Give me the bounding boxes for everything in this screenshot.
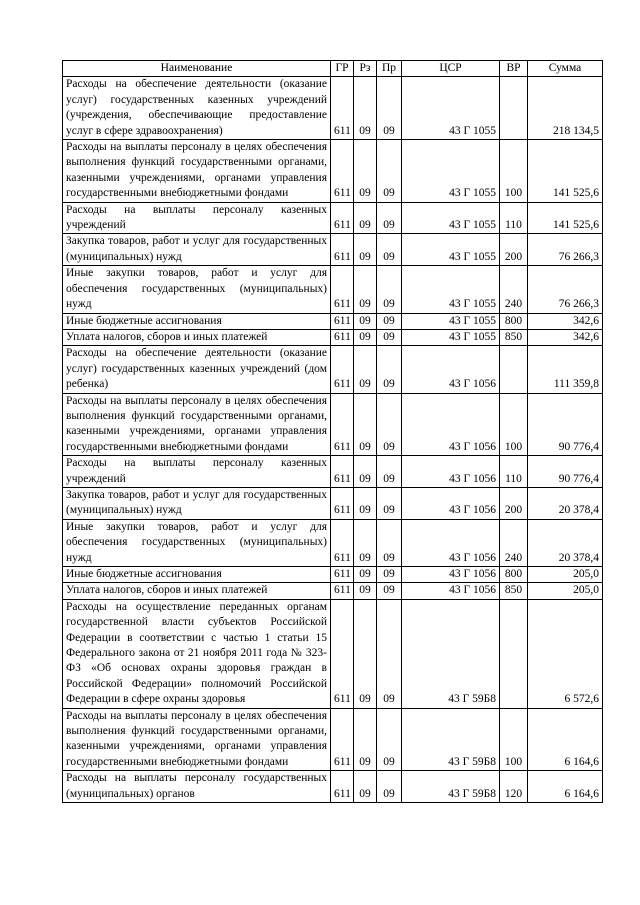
cell-vr	[500, 346, 528, 393]
cell-gr: 611	[331, 234, 354, 266]
cell-csr: 43 Г 1055	[402, 329, 500, 345]
table-header-row	[63, 61, 603, 77]
cell-gr: 611	[331, 567, 354, 583]
cell-rz: 09	[354, 140, 377, 203]
cell-rz: 09	[354, 346, 377, 393]
table-row	[63, 234, 603, 266]
cell-pr: 09	[377, 77, 402, 140]
cell-pr: 09	[377, 583, 402, 599]
cell-rz: 09	[354, 393, 377, 456]
cell-name: Расходы на обеспечение деятельности (оказание услуг) государственных казенных учреждений (дом ребенка)	[63, 346, 331, 393]
cell-csr: 43 Г 1056	[402, 487, 500, 519]
cell-name: Иные закупки товаров, работ и услуг для обеспечения государственных (муниципальных) нужд	[63, 519, 331, 566]
cell-gr: 611	[331, 329, 354, 345]
cell-rz: 09	[354, 599, 377, 708]
cell-sum: 218 134,5	[528, 77, 603, 140]
table-body	[63, 77, 603, 803]
cell-name: Расходы на выплаты персоналу в целях обеспечения выполнения функций государственными органами, казенными учреждениями, органами управления государственными внебюджетными фондами	[63, 140, 331, 203]
cell-rz: 09	[354, 202, 377, 234]
table-row	[63, 202, 603, 234]
cell-rz: 09	[354, 456, 377, 488]
cell-gr: 611	[331, 346, 354, 393]
cell-sum: 342,6	[528, 329, 603, 345]
cell-pr: 09	[377, 567, 402, 583]
table-row	[63, 599, 603, 708]
cell-pr: 09	[377, 266, 402, 313]
table-row	[63, 313, 603, 329]
cell-rz: 09	[354, 708, 377, 771]
cell-pr: 09	[377, 329, 402, 345]
table-row	[63, 519, 603, 566]
cell-vr: 110	[500, 202, 528, 234]
cell-name: Расходы на выплаты персоналу казенных учреждений	[63, 456, 331, 488]
cell-csr: 43 Г 1055	[402, 313, 500, 329]
cell-pr: 09	[377, 234, 402, 266]
cell-vr: 100	[500, 393, 528, 456]
cell-vr: 240	[500, 266, 528, 313]
cell-name: Закупка товаров, работ и услуг для государственных (муниципальных) нужд	[63, 487, 331, 519]
table-row	[63, 567, 603, 583]
cell-csr: 43 Г 1056	[402, 346, 500, 393]
budget-table	[62, 60, 603, 803]
cell-gr: 611	[331, 393, 354, 456]
cell-csr: 43 Г 1056	[402, 567, 500, 583]
header-name: Наименование	[63, 61, 331, 77]
cell-csr: 43 Г 1056	[402, 583, 500, 599]
cell-sum: 141 525,6	[528, 140, 603, 203]
cell-pr: 09	[377, 456, 402, 488]
cell-name: Расходы на обеспечение деятельности (оказание услуг) государственных казенных учреждений (учреждения, обеспечивающие предоставление услуг в сфере здравоохранения)	[63, 77, 331, 140]
cell-rz: 09	[354, 77, 377, 140]
cell-gr: 611	[331, 708, 354, 771]
cell-vr	[500, 77, 528, 140]
cell-gr: 611	[331, 599, 354, 708]
cell-name: Расходы на выплаты персоналу в целях обеспечения выполнения функций государственными органами, казенными учреждениями, органами управления государственными внебюджетными фондами	[63, 393, 331, 456]
cell-vr	[500, 599, 528, 708]
cell-csr: 43 Г 1055	[402, 77, 500, 140]
cell-name: Иные бюджетные ассигнования	[63, 313, 331, 329]
cell-sum: 342,6	[528, 313, 603, 329]
table-row	[63, 456, 603, 488]
cell-gr: 611	[331, 140, 354, 203]
cell-vr: 110	[500, 456, 528, 488]
cell-pr: 09	[377, 313, 402, 329]
cell-rz: 09	[354, 583, 377, 599]
cell-vr: 120	[500, 771, 528, 803]
cell-name: Уплата налогов, сборов и иных платежей	[63, 329, 331, 345]
header-gr: ГР	[331, 61, 354, 77]
cell-csr: 43 Г 1055	[402, 202, 500, 234]
header-csr: ЦСР	[402, 61, 500, 77]
header-vr: ВР	[500, 61, 528, 77]
cell-pr: 09	[377, 140, 402, 203]
cell-csr: 43 Г 1055	[402, 234, 500, 266]
cell-vr: 100	[500, 708, 528, 771]
cell-vr: 100	[500, 140, 528, 203]
cell-sum: 76 266,3	[528, 266, 603, 313]
cell-rz: 09	[354, 567, 377, 583]
cell-csr: 43 Г 1056	[402, 456, 500, 488]
table-row	[63, 266, 603, 313]
cell-name: Уплата налогов, сборов и иных платежей	[63, 583, 331, 599]
cell-name: Расходы на выплаты персоналу казенных учреждений	[63, 202, 331, 234]
cell-csr: 43 Г 1055	[402, 140, 500, 203]
cell-vr: 200	[500, 487, 528, 519]
cell-sum: 6 572,6	[528, 599, 603, 708]
cell-rz: 09	[354, 771, 377, 803]
cell-pr: 09	[377, 708, 402, 771]
cell-csr: 43 Г 59Б8	[402, 599, 500, 708]
cell-gr: 611	[331, 487, 354, 519]
cell-gr: 611	[331, 202, 354, 234]
table-row	[63, 583, 603, 599]
cell-csr: 43 Г 1056	[402, 393, 500, 456]
table-row	[63, 487, 603, 519]
cell-rz: 09	[354, 234, 377, 266]
cell-pr: 09	[377, 487, 402, 519]
cell-pr: 09	[377, 393, 402, 456]
cell-name: Расходы на осуществление переданных органам государственной власти субъектов Российской Федерации в соответствии с частью 1 статьи 15 Федерального закона от 21 ноября 2011 года № 323-ФЗ «Об основах охраны здоровья граждан в Российской Федерации» полномочий Российской Федерации в сфере охраны здоровья	[63, 599, 331, 708]
cell-rz: 09	[354, 329, 377, 345]
cell-vr: 800	[500, 313, 528, 329]
cell-rz: 09	[354, 519, 377, 566]
cell-gr: 611	[331, 77, 354, 140]
cell-vr: 200	[500, 234, 528, 266]
cell-sum: 111 359,8	[528, 346, 603, 393]
cell-vr: 240	[500, 519, 528, 566]
cell-name: Иные бюджетные ассигнования	[63, 567, 331, 583]
cell-vr: 800	[500, 567, 528, 583]
cell-csr: 43 Г 59Б8	[402, 771, 500, 803]
cell-pr: 09	[377, 599, 402, 708]
cell-gr: 611	[331, 771, 354, 803]
table-row	[63, 329, 603, 345]
header-rz: Рз	[354, 61, 377, 77]
table-row	[63, 346, 603, 393]
table-row	[63, 708, 603, 771]
cell-pr: 09	[377, 771, 402, 803]
cell-sum: 20 378,4	[528, 519, 603, 566]
cell-gr: 611	[331, 583, 354, 599]
cell-csr: 43 Г 1056	[402, 519, 500, 566]
table-row	[63, 77, 603, 140]
cell-csr: 43 Г 59Б8	[402, 708, 500, 771]
table-row	[63, 140, 603, 203]
cell-sum: 205,0	[528, 583, 603, 599]
cell-name: Расходы на выплаты персоналу государственных (муниципальных) органов	[63, 771, 331, 803]
cell-csr: 43 Г 1055	[402, 266, 500, 313]
cell-name: Иные закупки товаров, работ и услуг для обеспечения государственных (муниципальных) нужд	[63, 266, 331, 313]
cell-sum: 6 164,6	[528, 771, 603, 803]
cell-pr: 09	[377, 346, 402, 393]
cell-rz: 09	[354, 313, 377, 329]
cell-gr: 611	[331, 313, 354, 329]
cell-rz: 09	[354, 487, 377, 519]
cell-vr: 850	[500, 329, 528, 345]
cell-sum: 205,0	[528, 567, 603, 583]
cell-name: Расходы на выплаты персоналу в целях обеспечения выполнения функций государственными органами, казенными учреждениями, органами управления государственными внебюджетными фондами	[63, 708, 331, 771]
cell-pr: 09	[377, 202, 402, 234]
cell-pr: 09	[377, 519, 402, 566]
cell-sum: 20 378,4	[528, 487, 603, 519]
cell-vr: 850	[500, 583, 528, 599]
table-row	[63, 771, 603, 803]
cell-gr: 611	[331, 456, 354, 488]
header-sum: Сумма	[528, 61, 603, 77]
table-row	[63, 393, 603, 456]
cell-gr: 611	[331, 266, 354, 313]
cell-sum: 6 164,6	[528, 708, 603, 771]
cell-rz: 09	[354, 266, 377, 313]
header-pr: Пр	[377, 61, 402, 77]
cell-gr: 611	[331, 519, 354, 566]
cell-sum: 90 776,4	[528, 393, 603, 456]
cell-name: Закупка товаров, работ и услуг для государственных (муниципальных) нужд	[63, 234, 331, 266]
cell-sum: 141 525,6	[528, 202, 603, 234]
cell-sum: 90 776,4	[528, 456, 603, 488]
cell-sum: 76 266,3	[528, 234, 603, 266]
